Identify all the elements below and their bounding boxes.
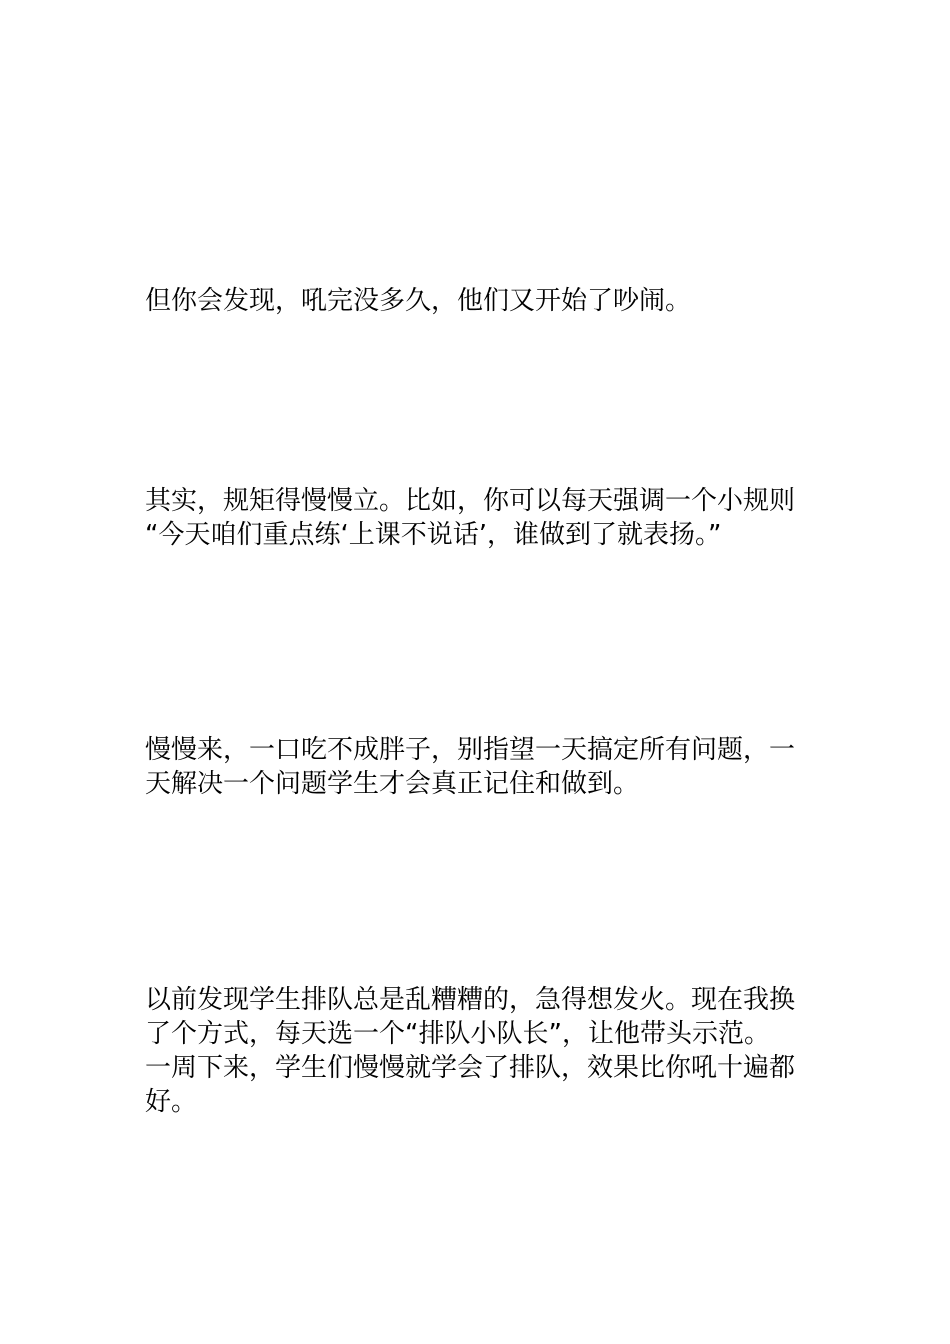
paragraph-line: 慢慢来，一口吃不成胖子，别指望一天搞定所有问题，一 [145,735,796,765]
paragraph-line: 了个方式，每天选一个“排队小队长”，让他带头示范。 [145,1019,770,1049]
paragraph-line: “今天咱们重点练‘上课不说话’，谁做到了就表扬。” [145,520,722,550]
paragraph-line: 好。 [145,1087,198,1117]
paragraph-line: 天解决一个问题学生才会真正记住和做到。 [145,769,640,799]
paragraph-line: 以前发现学生排队总是乱糟糟的，急得想发火。现在我换 [145,985,796,1015]
paragraph-1 [145,284,810,318]
paragraph-3 [145,733,810,801]
paragraph-2 [145,484,810,552]
paragraph-line: 其实，规矩得慢慢立。比如，你可以每天强调一个小规则 [145,486,796,516]
paragraph-line: 但你会发现，吼完没多久，他们又开始了吵闹。 [145,286,692,316]
paragraph-line: 一周下来，学生们慢慢就学会了排队，效果比你吼十遍都 [145,1053,796,1083]
paragraph-4 [145,983,810,1119]
